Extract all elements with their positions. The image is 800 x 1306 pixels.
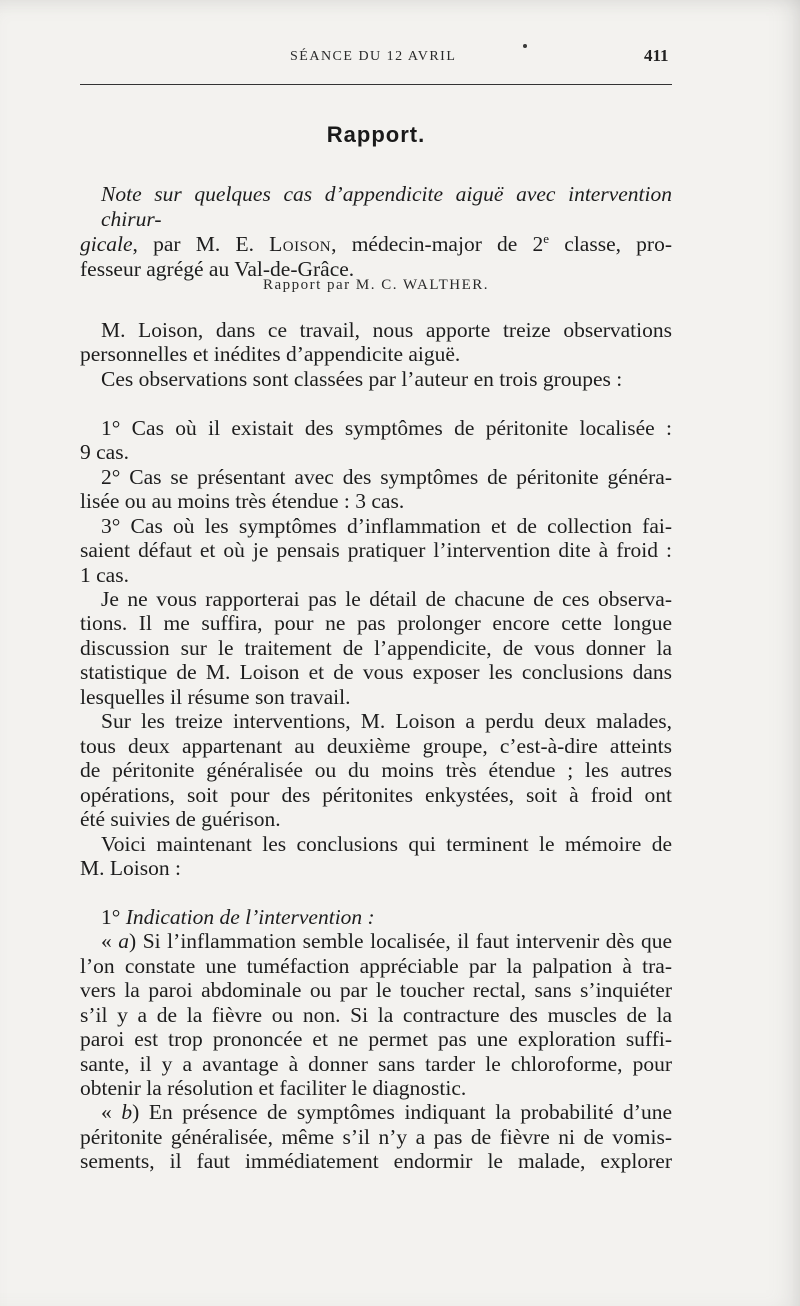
subheading-number: 1° — [101, 904, 126, 929]
quote-mark: « — [101, 1100, 122, 1125]
text-line: discussion sur le traitement de l’appendicite, de vous donner la — [80, 635, 672, 660]
byline-author: WALTHER. — [403, 277, 490, 293]
group-3 — [80, 514, 672, 587]
group-1 — [80, 416, 672, 465]
text-line: statistique de M. Loison et de vous exposer les conclusions dans — [80, 660, 672, 685]
text-line: M. Loison, dans ce travail, nous apporte treize observations — [101, 318, 672, 342]
group-2 — [80, 465, 672, 514]
paragraph-results — [80, 709, 672, 831]
text-line: été suivies de guérison. — [80, 807, 281, 832]
text-line: l’on constate une tuméfaction appréciable par la palpation à tra- — [80, 953, 672, 978]
text-line: Sur les treize interventions, M. Loison a perdu deux malades, — [101, 709, 672, 734]
running-title: SÉANCE DU 12 AVRIL — [290, 49, 457, 64]
text-line: saient défaut et où je pensais pratiquer l’intervention dite à froid : — [80, 538, 672, 563]
subheading-text: Indication de l’intervention : — [125, 904, 375, 929]
print-speck — [523, 44, 527, 48]
paragraph-conclusions-intro — [80, 832, 672, 881]
note-line: fesseur agrégé au Val-de-Grâce. — [80, 257, 355, 281]
paragraph-groups-intro — [80, 367, 672, 391]
text-line: s’il y a de la fièvre ou non. Si la contracture des muscles de la — [80, 1002, 672, 1027]
note-superscript: e — [543, 231, 550, 246]
line-fragment: ) Si l’inflammation semble localisée, il faut intervenir dès que — [129, 929, 672, 954]
item-label: a — [118, 929, 130, 954]
text-line: lisée ou au moins très étendue : 3 cas. — [80, 489, 405, 514]
text-line: opérations, soit pour des péritonites enkystées, soit à froid ont — [80, 782, 672, 807]
byline — [80, 275, 672, 295]
text-line: tions. Il me suffira, pour ne pas prolonger encore cette longue — [80, 611, 672, 636]
text-line: Voici maintenant les conclusions qui terminent le mémoire de — [101, 831, 672, 856]
text-line: tous deux appartenant au deuxième groupe, c’est-à-dire atteints — [80, 733, 672, 758]
text-line: 2° Cas se présentant avec des symptômes de péritonite généra- — [101, 464, 672, 489]
text-line: obtenir la résolution et faciliter le diagnostic. — [80, 1076, 467, 1101]
paragraph-intro — [80, 318, 672, 367]
report-body — [80, 318, 672, 1174]
text-line: sements, il faut immédiatement endormir le malade, explorer — [80, 1149, 672, 1174]
text-line: M. Loison : — [80, 855, 181, 880]
note-fragment: , médecin-major de 2 — [331, 232, 544, 256]
conclusion-a — [80, 929, 672, 1100]
subheading-indication — [80, 905, 672, 929]
note-fragment: classe, pro- — [549, 232, 673, 256]
text-line: 9 cas. — [80, 440, 129, 465]
text-line: paroi est trop prononcée et ne permet pas une exploration suffi- — [80, 1027, 672, 1052]
section-title: Rapport. — [326, 122, 426, 147]
page-number: 411 — [644, 46, 669, 65]
byline-prefix: Rapport par M. C. — [262, 277, 404, 293]
note-italic-fragment: gicale — [80, 232, 133, 256]
line-fragment: ) En présence de symptômes indiquant la probabilité d’une — [132, 1100, 672, 1125]
text-line: vers la paroi abdominale ou par le toucher rectal, sans s’inquiéter — [80, 978, 672, 1003]
note-author: Loison — [269, 232, 332, 256]
text-line — [80, 929, 672, 953]
text-line: sante, il y a avantage à donner sans tarder le chloroforme, pour — [80, 1051, 672, 1076]
text-line: 1° Cas où il existait des symptômes de péritonite localisée : — [101, 415, 672, 440]
text-line — [80, 1100, 672, 1124]
item-label: b — [121, 1100, 133, 1125]
note-line — [80, 232, 672, 257]
blank-line — [80, 391, 672, 415]
text-line: lesquelles il résume son travail. — [80, 684, 351, 709]
note-title-block — [80, 182, 672, 282]
text-line: personnelles et inédites d’appendicite aiguë. — [80, 342, 461, 367]
text-line: péritonite généralisée, même s’il n’y a pas de fièvre ni de vomis- — [80, 1124, 672, 1149]
header-rule — [80, 84, 672, 85]
text-line: Ces observations sont classées par l’auteur en trois groupes : — [101, 366, 623, 391]
blank-line — [80, 880, 672, 904]
text-line: de péritonite généralisée ou du moins très étendue ; les autres — [80, 758, 672, 783]
text-line: Je ne vous rapporterai pas le détail de chacune de ces observa- — [101, 586, 672, 611]
text-line: 1 cas. — [80, 562, 129, 587]
note-line: Note sur quelques cas d’appendicite aiguë avec intervention chirur- — [101, 182, 672, 231]
quote-mark: « — [101, 929, 119, 954]
note-fragment: , par M. E. — [132, 232, 270, 256]
conclusion-b — [80, 1100, 672, 1173]
paragraph-statistics — [80, 587, 672, 709]
text-line: 3° Cas où les symptômes d’inflammation et de collection fai- — [101, 513, 672, 538]
